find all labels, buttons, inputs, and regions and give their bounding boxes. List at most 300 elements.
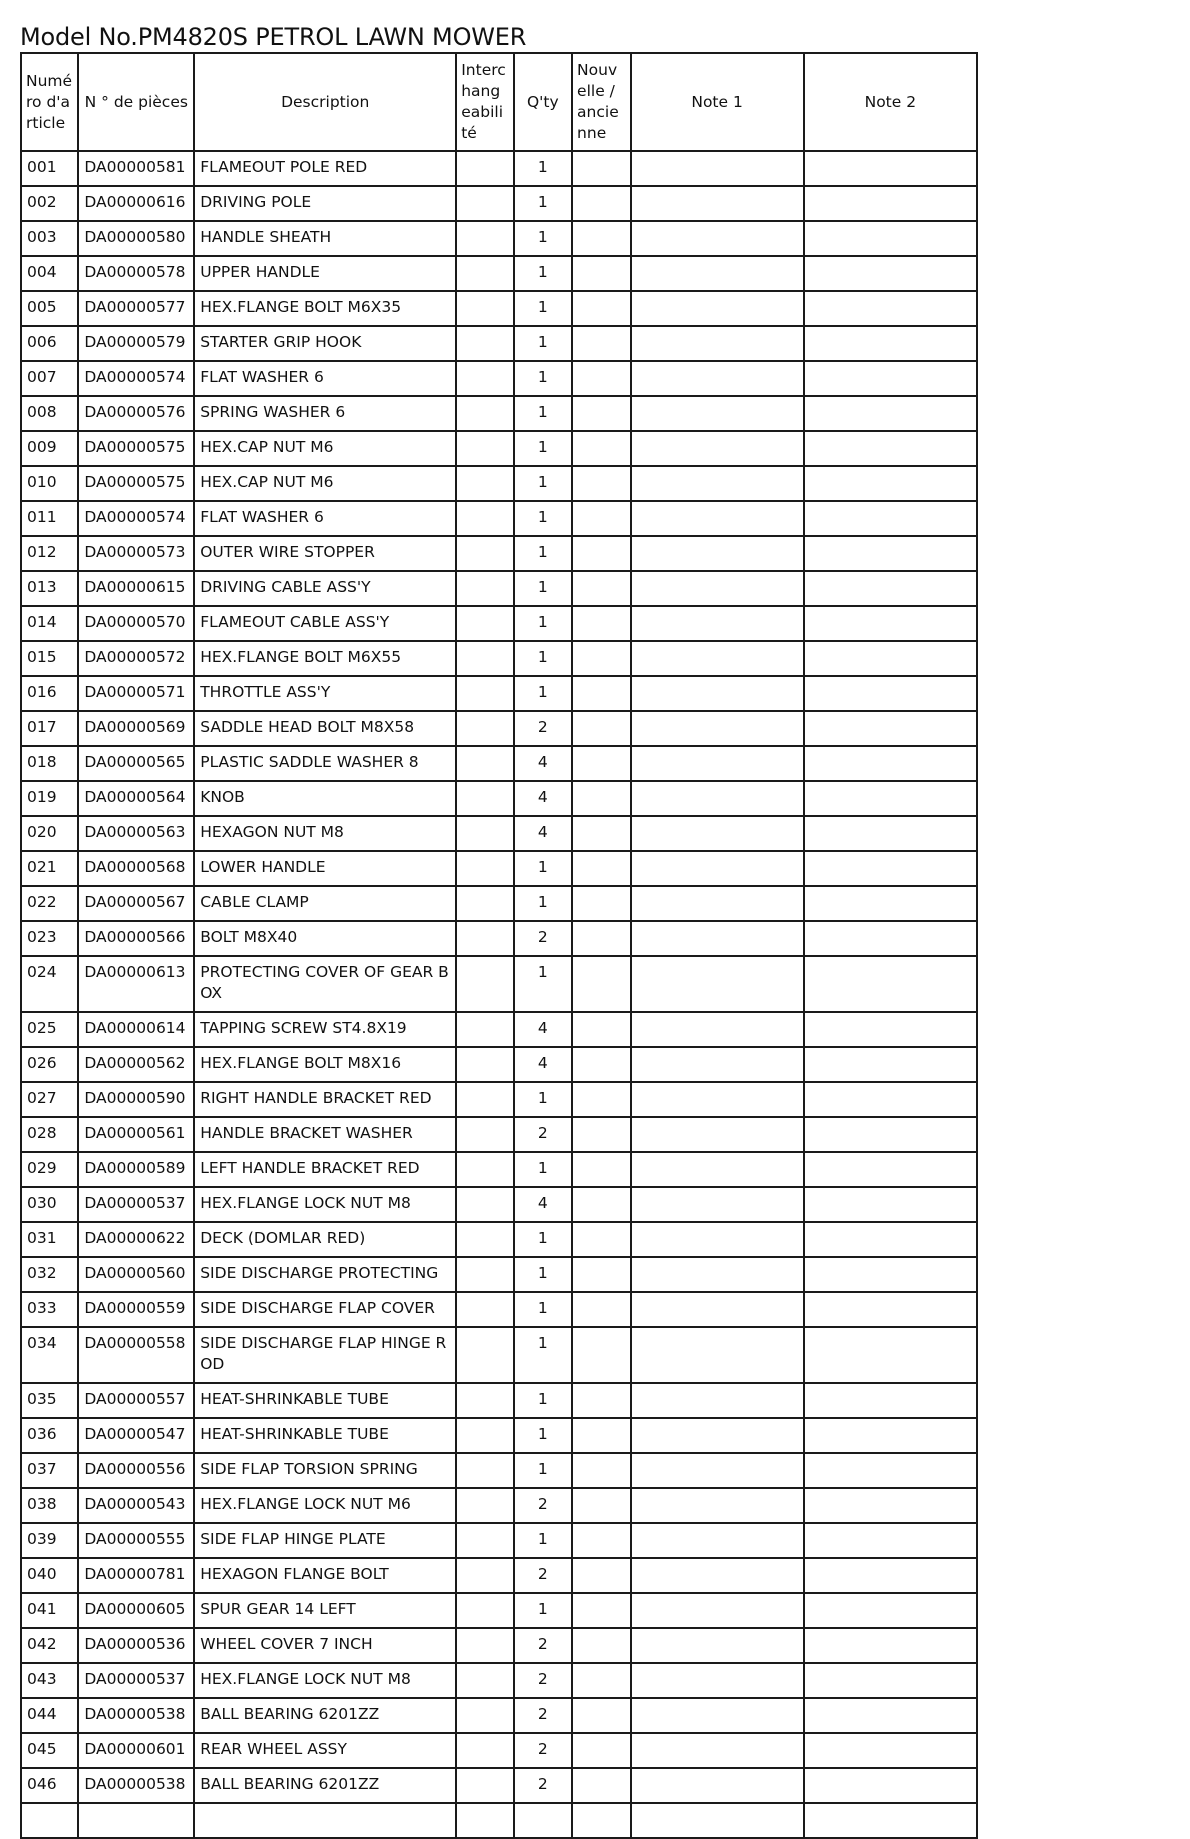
note-2-cell [804, 1383, 977, 1418]
note-2-cell [804, 1187, 977, 1222]
table-row [21, 851, 977, 886]
part-number-cell: DA00000578 [78, 256, 194, 291]
new-old-cell [572, 606, 630, 641]
note-1-cell [631, 1187, 804, 1222]
note-1-cell [631, 536, 804, 571]
note-2-cell [804, 781, 977, 816]
item-number-cell: 017 [21, 711, 78, 746]
part-number-cell: DA00000558 [78, 1327, 194, 1383]
part-number-cell: DA00000574 [78, 361, 194, 396]
part-number-cell: DA00000543 [78, 1488, 194, 1523]
note-2-cell [804, 326, 977, 361]
qty-cell: 1 [514, 1292, 572, 1327]
new-old-cell [572, 186, 630, 221]
note-2-cell [804, 1047, 977, 1082]
part-number-cell: DA00000579 [78, 326, 194, 361]
new-old-cell [572, 1663, 630, 1698]
new-old-cell [572, 1222, 630, 1257]
qty-cell: 1 [514, 1152, 572, 1187]
qty-cell: 2 [514, 1733, 572, 1768]
description-cell: SIDE DISCHARGE PROTECTING [194, 1257, 456, 1292]
note-1-cell [631, 711, 804, 746]
interchangeability-cell [456, 466, 513, 501]
note-1-cell [631, 1383, 804, 1418]
qty-cell: 1 [514, 536, 572, 571]
item-number-cell: 032 [21, 1257, 78, 1292]
part-number-cell: DA00000568 [78, 851, 194, 886]
new-old-cell [572, 1418, 630, 1453]
note-2-cell [804, 746, 977, 781]
part-number-cell: DA00000564 [78, 781, 194, 816]
qty-cell: 1 [514, 956, 572, 1012]
note-2-cell [804, 571, 977, 606]
note-1-cell [631, 151, 804, 186]
new-old-cell [572, 151, 630, 186]
interchangeability-cell [456, 676, 513, 711]
interchangeability-cell [456, 1327, 513, 1383]
description-cell: HEAT-SHRINKABLE TUBE [194, 1418, 456, 1453]
note-1-cell [631, 396, 804, 431]
empty-cell [21, 1803, 78, 1838]
interchangeability-cell [456, 1082, 513, 1117]
note-2-cell [804, 921, 977, 956]
description-cell: BALL BEARING 6201ZZ [194, 1768, 456, 1803]
item-number-cell: 026 [21, 1047, 78, 1082]
empty-cell [78, 1803, 194, 1838]
table-row [21, 1593, 977, 1628]
note-2-cell [804, 1698, 977, 1733]
note-2-cell [804, 1222, 977, 1257]
interchangeability-cell [456, 1292, 513, 1327]
table-row [21, 1082, 977, 1117]
item-number-cell: 002 [21, 186, 78, 221]
note-1-cell [631, 1593, 804, 1628]
qty-cell: 1 [514, 1453, 572, 1488]
part-number-cell: DA00000557 [78, 1383, 194, 1418]
part-number-cell: DA00000560 [78, 1257, 194, 1292]
item-number-cell: 029 [21, 1152, 78, 1187]
new-old-cell [572, 1047, 630, 1082]
qty-cell: 2 [514, 1117, 572, 1152]
description-cell: FLAT WASHER 6 [194, 501, 456, 536]
empty-cell [514, 1803, 572, 1838]
part-number-cell: DA00000569 [78, 711, 194, 746]
new-old-cell [572, 396, 630, 431]
part-number-cell: DA00000571 [78, 676, 194, 711]
empty-cell [456, 1803, 513, 1838]
interchangeability-cell [456, 1117, 513, 1152]
qty-cell: 2 [514, 1663, 572, 1698]
qty-cell: 1 [514, 151, 572, 186]
note-1-cell [631, 1012, 804, 1047]
new-old-cell [572, 431, 630, 466]
table-row [21, 781, 977, 816]
note-1-cell [631, 641, 804, 676]
qty-cell: 1 [514, 396, 572, 431]
note-2-cell [804, 1523, 977, 1558]
item-number-cell: 020 [21, 816, 78, 851]
qty-cell: 1 [514, 1523, 572, 1558]
item-number-cell: 021 [21, 851, 78, 886]
interchangeability-cell [456, 606, 513, 641]
note-1-cell [631, 1558, 804, 1593]
item-number-cell: 014 [21, 606, 78, 641]
description-cell: HEXAGON FLANGE BOLT [194, 1558, 456, 1593]
description-cell: HEX.FLANGE BOLT M6X55 [194, 641, 456, 676]
note-2-cell [804, 711, 977, 746]
interchangeability-cell [456, 1593, 513, 1628]
item-number-cell: 016 [21, 676, 78, 711]
item-number-cell: 038 [21, 1488, 78, 1523]
part-number-cell: DA00000537 [78, 1663, 194, 1698]
empty-cell [194, 1803, 456, 1838]
part-number-cell: DA00000537 [78, 1187, 194, 1222]
note-1-cell [631, 256, 804, 291]
note-2-cell [804, 1152, 977, 1187]
interchangeability-cell [456, 221, 513, 256]
note-1-cell [631, 1222, 804, 1257]
table-row [21, 1488, 977, 1523]
item-number-cell: 008 [21, 396, 78, 431]
table-row [21, 1327, 977, 1383]
part-number-cell: DA00000615 [78, 571, 194, 606]
note-2-cell [804, 1012, 977, 1047]
new-old-cell [572, 466, 630, 501]
part-number-cell: DA00000561 [78, 1117, 194, 1152]
qty-cell: 1 [514, 466, 572, 501]
description-cell: HEX.FLANGE BOLT M6X35 [194, 291, 456, 326]
new-old-cell [572, 1117, 630, 1152]
interchangeability-cell [456, 1257, 513, 1292]
table-row [21, 501, 977, 536]
table-row [21, 816, 977, 851]
table-row [21, 1558, 977, 1593]
note-1-cell [631, 816, 804, 851]
table-row [21, 291, 977, 326]
note-2-cell [804, 1768, 977, 1803]
table-row [21, 1663, 977, 1698]
new-old-cell [572, 536, 630, 571]
table-row [21, 1418, 977, 1453]
note-2-cell [804, 676, 977, 711]
item-number-cell: 035 [21, 1383, 78, 1418]
part-number-cell: DA00000567 [78, 886, 194, 921]
note-2-cell [804, 1453, 977, 1488]
qty-cell: 1 [514, 1257, 572, 1292]
qty-cell: 2 [514, 1698, 572, 1733]
table-row [21, 1292, 977, 1327]
new-old-cell [572, 1257, 630, 1292]
new-old-cell [572, 1012, 630, 1047]
new-old-cell [572, 1292, 630, 1327]
part-number-cell: DA00000556 [78, 1453, 194, 1488]
description-cell: SIDE FLAP HINGE PLATE [194, 1523, 456, 1558]
new-old-cell [572, 676, 630, 711]
interchangeability-cell [456, 1628, 513, 1663]
table-row [21, 326, 977, 361]
new-old-cell [572, 1383, 630, 1418]
table-row [21, 956, 977, 1012]
part-number-cell: DA00000622 [78, 1222, 194, 1257]
interchangeability-cell [456, 571, 513, 606]
new-old-cell [572, 641, 630, 676]
description-cell: HEX.CAP NUT M6 [194, 466, 456, 501]
empty-cell [804, 1803, 977, 1838]
note-1-cell [631, 1082, 804, 1117]
part-number-cell: DA00000559 [78, 1292, 194, 1327]
interchangeability-cell [456, 1488, 513, 1523]
description-cell: FLAMEOUT POLE RED [194, 151, 456, 186]
part-number-cell: DA00000536 [78, 1628, 194, 1663]
qty-cell: 1 [514, 676, 572, 711]
note-1-cell [631, 326, 804, 361]
table-row [21, 1047, 977, 1082]
new-old-cell [572, 361, 630, 396]
new-old-cell [572, 956, 630, 1012]
item-number-cell: 031 [21, 1222, 78, 1257]
description-cell: HANDLE SHEATH [194, 221, 456, 256]
item-number-cell: 019 [21, 781, 78, 816]
new-old-cell [572, 221, 630, 256]
part-number-cell: DA00000563 [78, 816, 194, 851]
interchangeability-cell [456, 1152, 513, 1187]
qty-cell: 1 [514, 1222, 572, 1257]
new-old-cell [572, 816, 630, 851]
interchangeability-cell [456, 921, 513, 956]
qty-cell: 4 [514, 1187, 572, 1222]
table-row [21, 1222, 977, 1257]
description-cell: SPUR GEAR 14 LEFT [194, 1593, 456, 1628]
new-old-cell [572, 781, 630, 816]
new-old-cell [572, 1152, 630, 1187]
item-number-cell: 034 [21, 1327, 78, 1383]
description-cell: HEX.FLANGE LOCK NUT M6 [194, 1488, 456, 1523]
note-2-cell [804, 256, 977, 291]
interchangeability-cell [456, 1222, 513, 1257]
new-old-cell [572, 1082, 630, 1117]
note-1-cell [631, 1047, 804, 1082]
item-number-cell: 042 [21, 1628, 78, 1663]
description-cell: HEXAGON NUT M8 [194, 816, 456, 851]
note-1-cell [631, 431, 804, 466]
new-old-cell [572, 1327, 630, 1383]
note-1-cell [631, 1152, 804, 1187]
note-2-cell [804, 851, 977, 886]
interchangeability-cell [456, 1047, 513, 1082]
new-old-cell [572, 571, 630, 606]
interchangeability-cell [456, 536, 513, 571]
item-number-cell: 022 [21, 886, 78, 921]
description-cell: CABLE CLAMP [194, 886, 456, 921]
table-row [21, 746, 977, 781]
note-1-cell [631, 466, 804, 501]
note-1-cell [631, 1418, 804, 1453]
item-number-cell: 027 [21, 1082, 78, 1117]
qty-cell: 1 [514, 291, 572, 326]
part-number-cell: DA00000576 [78, 396, 194, 431]
description-cell: SPRING WASHER 6 [194, 396, 456, 431]
description-cell: SIDE FLAP TORSION SPRING [194, 1453, 456, 1488]
qty-cell: 1 [514, 1327, 572, 1383]
qty-cell: 1 [514, 571, 572, 606]
item-number-cell: 033 [21, 1292, 78, 1327]
item-number-cell: 003 [21, 221, 78, 256]
note-1-cell [631, 1292, 804, 1327]
interchangeability-cell [456, 1383, 513, 1418]
table-row [21, 1523, 977, 1558]
part-number-cell: DA00000562 [78, 1047, 194, 1082]
interchangeability-cell [456, 1012, 513, 1047]
qty-cell: 2 [514, 1768, 572, 1803]
description-cell: BALL BEARING 6201ZZ [194, 1698, 456, 1733]
note-2-cell [804, 1117, 977, 1152]
description-cell: FLAT WASHER 6 [194, 361, 456, 396]
table-row [21, 571, 977, 606]
interchangeability-cell [456, 1663, 513, 1698]
new-old-cell [572, 711, 630, 746]
note-1-cell [631, 291, 804, 326]
note-2-cell [804, 1292, 977, 1327]
part-number-cell: DA00000566 [78, 921, 194, 956]
part-number-cell: DA00000574 [78, 501, 194, 536]
interchangeability-cell [456, 396, 513, 431]
table-row [21, 1012, 977, 1047]
table-row [21, 886, 977, 921]
qty-cell: 4 [514, 781, 572, 816]
part-number-cell: DA00000575 [78, 466, 194, 501]
new-old-cell [572, 1593, 630, 1628]
qty-cell: 2 [514, 1488, 572, 1523]
interchangeability-cell [456, 326, 513, 361]
note-2-cell [804, 431, 977, 466]
note-1-cell [631, 1453, 804, 1488]
qty-cell: 1 [514, 886, 572, 921]
note-2-cell [804, 1327, 977, 1383]
qty-cell: 1 [514, 431, 572, 466]
part-number-cell: DA00000547 [78, 1418, 194, 1453]
note-1-cell [631, 676, 804, 711]
interchangeability-cell [456, 151, 513, 186]
note-2-cell [804, 186, 977, 221]
qty-cell: 1 [514, 501, 572, 536]
interchangeability-cell [456, 1187, 513, 1222]
item-number-cell: 039 [21, 1523, 78, 1558]
interchangeability-cell [456, 256, 513, 291]
qty-cell: 2 [514, 1558, 572, 1593]
new-old-cell [572, 326, 630, 361]
qty-cell: 1 [514, 256, 572, 291]
new-old-cell [572, 291, 630, 326]
page-title: Model No.PM4820S PETROL LAWN MOWER [20, 23, 527, 51]
item-number-cell: 028 [21, 1117, 78, 1152]
interchangeability-cell [456, 816, 513, 851]
note-2-cell [804, 1663, 977, 1698]
qty-cell: 2 [514, 1628, 572, 1663]
new-old-cell [572, 1523, 630, 1558]
description-cell: HEAT-SHRINKABLE TUBE [194, 1383, 456, 1418]
table-row [21, 676, 977, 711]
part-number-cell: DA00000580 [78, 221, 194, 256]
interchangeability-cell [456, 431, 513, 466]
interchangeability-cell [456, 711, 513, 746]
table-row [21, 1383, 977, 1418]
interchangeability-cell [456, 1698, 513, 1733]
note-1-cell [631, 1257, 804, 1292]
new-old-cell [572, 1488, 630, 1523]
new-old-cell [572, 1453, 630, 1488]
item-number-cell: 012 [21, 536, 78, 571]
part-number-cell: DA00000570 [78, 606, 194, 641]
item-number-cell: 006 [21, 326, 78, 361]
item-number-cell: 007 [21, 361, 78, 396]
note-2-cell [804, 956, 977, 1012]
item-number-cell: 040 [21, 1558, 78, 1593]
interchangeability-cell [456, 1453, 513, 1488]
qty-cell: 1 [514, 221, 572, 256]
note-1-cell [631, 606, 804, 641]
table-row [21, 921, 977, 956]
note-2-cell [804, 886, 977, 921]
item-number-cell: 030 [21, 1187, 78, 1222]
interchangeability-cell [456, 1523, 513, 1558]
note-1-cell [631, 1327, 804, 1383]
part-number-cell: DA00000573 [78, 536, 194, 571]
note-2-cell [804, 536, 977, 571]
new-old-cell [572, 921, 630, 956]
table-row [21, 711, 977, 746]
description-cell: SADDLE HEAD BOLT M8X58 [194, 711, 456, 746]
table-row [21, 1257, 977, 1292]
interchangeability-cell [456, 956, 513, 1012]
table-row [21, 536, 977, 571]
part-number-cell: DA00000565 [78, 746, 194, 781]
parts-table [20, 52, 978, 1839]
part-number-cell: DA00000590 [78, 1082, 194, 1117]
note-1-cell [631, 1733, 804, 1768]
item-number-cell: 013 [21, 571, 78, 606]
header-description: Description [194, 53, 456, 151]
header-part-number: N ° de pièces [78, 53, 194, 151]
interchangeability-cell [456, 1418, 513, 1453]
item-number-cell: 015 [21, 641, 78, 676]
interchangeability-cell [456, 186, 513, 221]
note-1-cell [631, 1628, 804, 1663]
qty-cell: 1 [514, 641, 572, 676]
description-cell: PROTECTING COVER OF GEAR BOX [194, 956, 456, 1012]
item-number-cell: 041 [21, 1593, 78, 1628]
note-2-cell [804, 291, 977, 326]
qty-cell: 4 [514, 1012, 572, 1047]
part-number-cell: DA00000538 [78, 1698, 194, 1733]
item-number-cell: 037 [21, 1453, 78, 1488]
note-1-cell [631, 746, 804, 781]
note-2-cell [804, 816, 977, 851]
item-number-cell: 005 [21, 291, 78, 326]
note-2-cell [804, 1593, 977, 1628]
item-number-cell: 023 [21, 921, 78, 956]
qty-cell: 1 [514, 326, 572, 361]
description-cell: SIDE DISCHARGE FLAP HINGE ROD [194, 1327, 456, 1383]
note-2-cell [804, 221, 977, 256]
note-1-cell [631, 1768, 804, 1803]
item-number-cell: 009 [21, 431, 78, 466]
table-row [21, 431, 977, 466]
description-cell: KNOB [194, 781, 456, 816]
note-1-cell [631, 501, 804, 536]
qty-cell: 1 [514, 851, 572, 886]
note-2-cell [804, 1257, 977, 1292]
qty-cell: 1 [514, 186, 572, 221]
